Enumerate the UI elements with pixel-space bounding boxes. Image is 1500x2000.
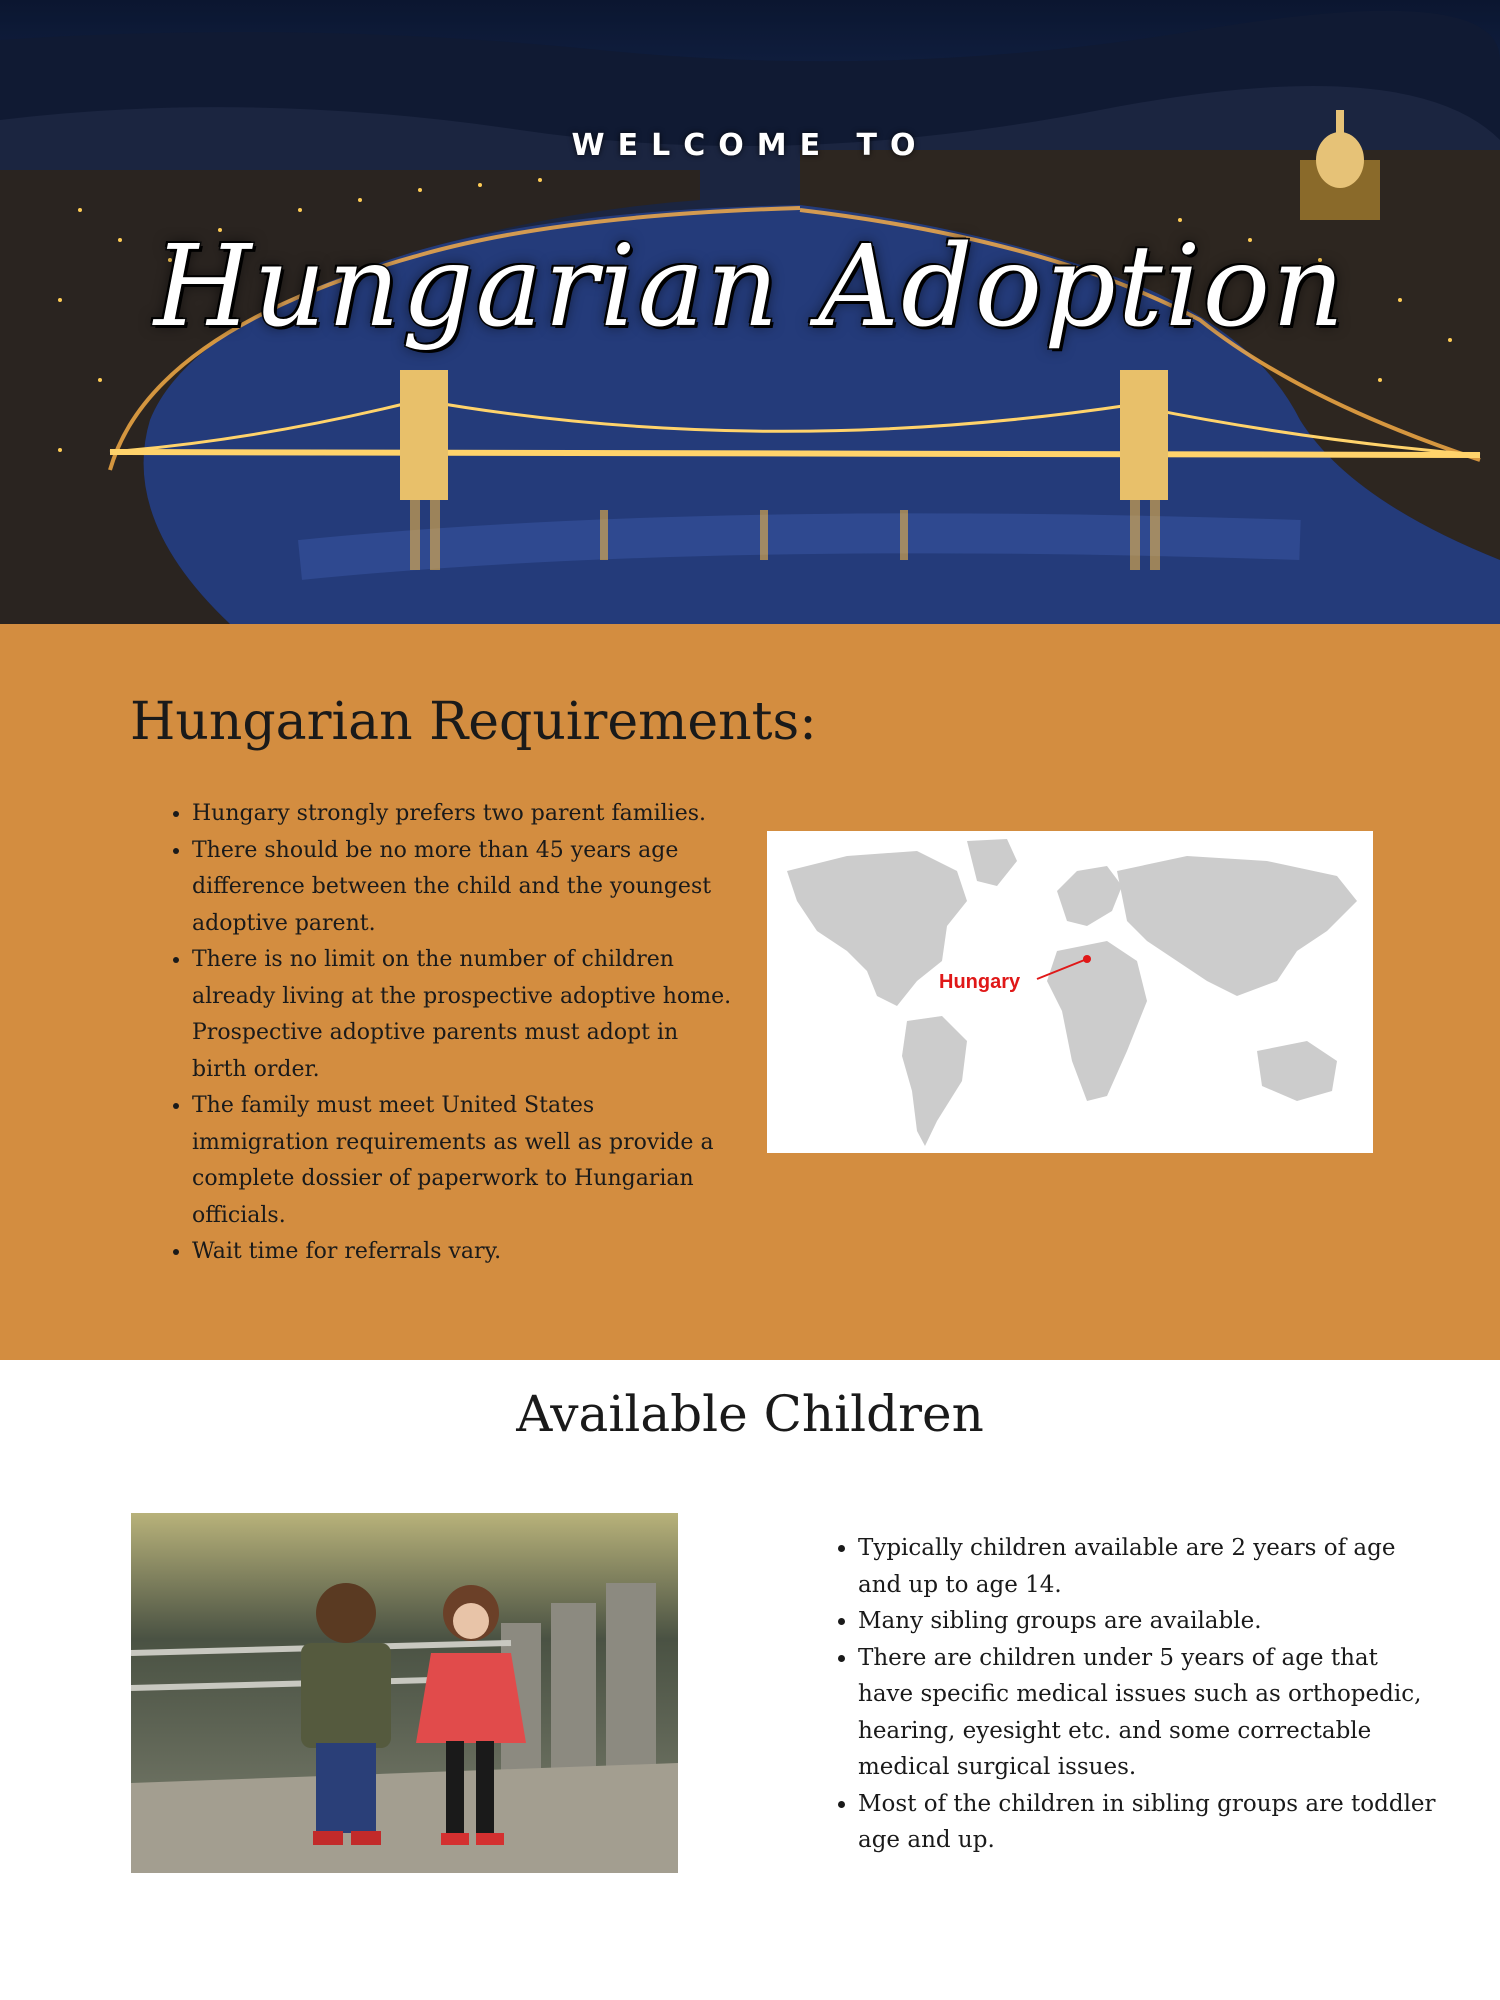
list-item: • Wait time for referrals vary. [192,1234,732,1271]
list-item: • Hungary strongly prefers two parent families. [192,796,732,833]
list-item: • Typically children available are 2 years of age and up to age 14. [858,1530,1438,1603]
requirements-list [142,796,732,1271]
list-item: • There is no limit on the number of children already living at the prospective adoptive home. Prospective adoptive parents must adopt in birth order. [192,942,732,1088]
children-title: Available Children [516,1385,984,1443]
list-item: • There should be no more than 45 years age difference between the child and the youngest adoptive parent. [192,833,732,943]
world-map [767,831,1373,1153]
requirements-section [0,624,1500,1360]
children-photo [131,1513,678,1873]
list-item: • There are children under 5 years of age that have specific medical issues such as orthopedic, hearing, eyesight etc. and some correctable medical surgical issues. [858,1640,1438,1786]
hero-kicker: WELCOME TO [571,128,929,163]
hero-title: Hungarian Adoption [153,222,1347,352]
list-item: • Many sibling groups are available. [858,1603,1438,1640]
world-map-graphic [767,831,1373,1153]
list-item: • Most of the children in sibling groups are toddler age and up. [858,1786,1438,1859]
map-label-hungary: Hungary [939,971,1021,993]
children-list [808,1530,1438,1859]
hero-banner [0,0,1500,624]
list-item: • The family must meet United States immigration requirements as well as provide a complete dossier of paperwork to Hungarian officials. [192,1088,732,1234]
children-photo-graphic [131,1513,678,1873]
requirements-title: Hungarian Requirements: [130,692,817,752]
